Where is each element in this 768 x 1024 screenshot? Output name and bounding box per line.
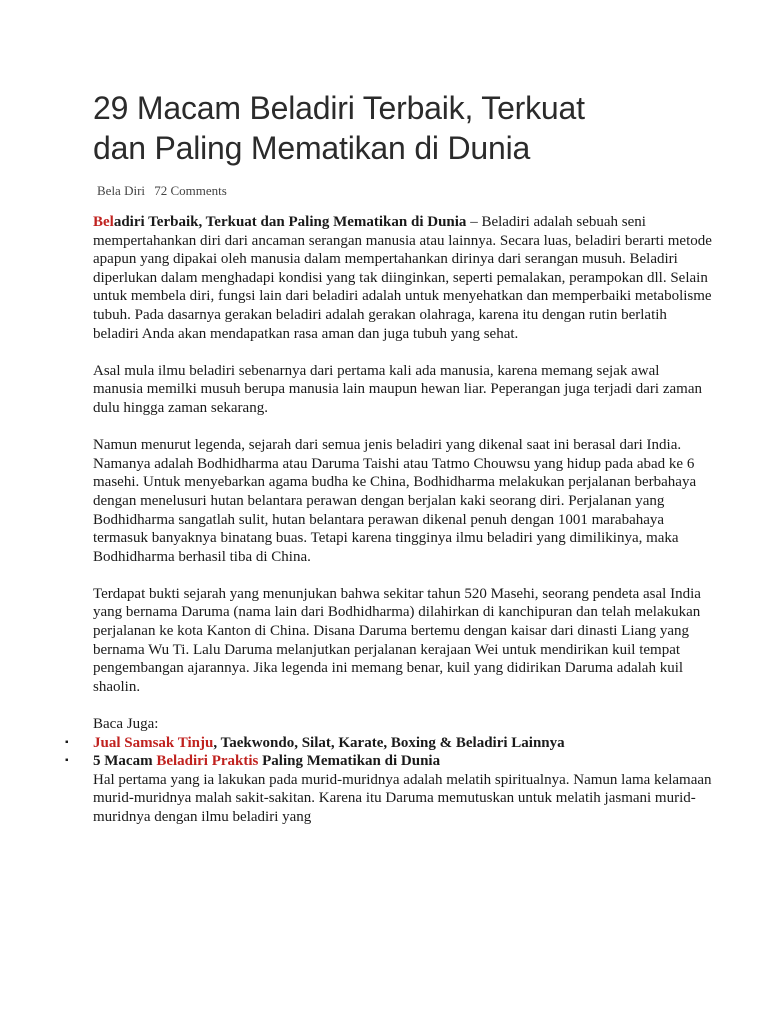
intro-lead-bold: adiri Terbaik, Terkuat dan Paling Mematikan di Dunia	[113, 214, 467, 230]
comments-link[interactable]: 72 Comments	[154, 183, 227, 198]
title-line-1: 29 Macam Beladiri Terbaik, Terkuat	[93, 90, 585, 126]
list-item	[65, 752, 713, 771]
list-item	[65, 734, 713, 753]
baca-juga-label: Baca Juga:	[93, 716, 159, 733]
bullet-icon: ▪	[65, 755, 69, 767]
post-meta	[97, 183, 713, 199]
bullet-icon: ▪	[65, 736, 69, 748]
article-body	[65, 213, 713, 827]
category-link[interactable]: Bela Diri	[97, 183, 146, 198]
intro-lead-red[interactable]: Bel	[93, 214, 114, 230]
page-title	[93, 88, 713, 168]
related-link-rest: Paling Mematikan di Dunia	[258, 753, 441, 770]
article	[65, 88, 713, 827]
related-link-rest: , Taekwondo, Silat, Karate, Boxing & Beladiri Lainnya	[213, 734, 565, 751]
paragraph-origin: Asal mula ilmu beladiri sebenarnya dari pertama kali ada manusia, karena memang sejak awal manusia memilki musuh berupa manusia lain maupun hewan liar. Peperangan juga terjadi dari zaman dulu hingga zaman sekarang.	[93, 362, 702, 416]
related-links-list	[65, 734, 713, 771]
paragraph-intro	[93, 213, 713, 343]
paragraph-history: Terdapat bukti sejarah yang menunjukan bahwa sekitar tahun 520 Masehi, seorang pendeta asal India yang bernama Daruma (nama lain dari Bodhidharma) dilahirkan di kanchipuran dan telah melakukan perjalanan ke kota Kanton di China. Disana Daruma bertemu dengan kaisar dari dinasti Liang yang bernama Wu Ti. Lalu Daruma melanjutkan perjalanan kerajaan Wei untuk mendirikan kuil tempat pengembangan ajarannya. Jika legenda ini memang benar, kuil yang didirikan Daruma adalah kuil shaolin.	[93, 585, 701, 695]
related-link-pre: 5 Macam	[93, 753, 157, 770]
paragraph-legend: Namun menurut legenda, sejarah dari semua jenis beladiri yang dikenal saat ini berasal dari India. Namanya adalah Bodhidharma atau Daruma Taishi atau Tatmo Chouwsu yang hidup pada abad ke 6 masehi. Untuk menyebarkan agama budha ke China, Bodhidharma melakukan perjalanan berbahaya dengan menelusuri hutan belantara perawan dengan berjalan kaki seorang diri. Perjalanan yang Bodhidharma sangatlah sulit, hutan belantara perawan dikenal penuh dengan 1001 marabahaya termasuk banyaknya binatang buas. Tetapi karena tingginya ilmu beladiri yang dimilikinya, maka Bodhidharma berhasil tiba di China.	[93, 437, 697, 565]
intro-text: – Beladiri adalah sebuah seni mempertahankan diri dari ancaman serangan manusia atau lainnya. Secara luas, beladiri berarti metode apapun yang dipakai oleh manusia dalam mempertahankan dirinya dari serangan musuh. Beladiri diperlukan dalam menghadapi kondisi yang tak diinginkan, seperti pemalakan, perampokan dll. Selain untuk membela diri, fungsi lain dari beladiri adalah untuk menyehatkan dan memperbaiki metabolisme tubuh. Pada dasarnya gerakan beladiri adalah gerakan olahraga, karena itu dengan rutin berlatih beladiri Anda akan mendapatkan rasa aman dan juga tubuh yang sehat.	[93, 214, 712, 342]
related-link-samsak[interactable]: Jual Samsak Tinju	[93, 734, 214, 751]
title-line-2: dan Paling Mematikan di Dunia	[93, 130, 531, 166]
related-link-beladiri-praktis[interactable]: Beladiri Praktis	[156, 753, 259, 770]
paragraph-training: Hal pertama yang ia lakukan pada murid-muridnya adalah melatih spiritualnya. Namun lama kelamaan murid-muridnya malah sakit-sakitan. Karena itu Daruma memutuskan untuk melatih jasmani murid-muridnya dengan ilmu beladiri yang	[93, 771, 712, 825]
